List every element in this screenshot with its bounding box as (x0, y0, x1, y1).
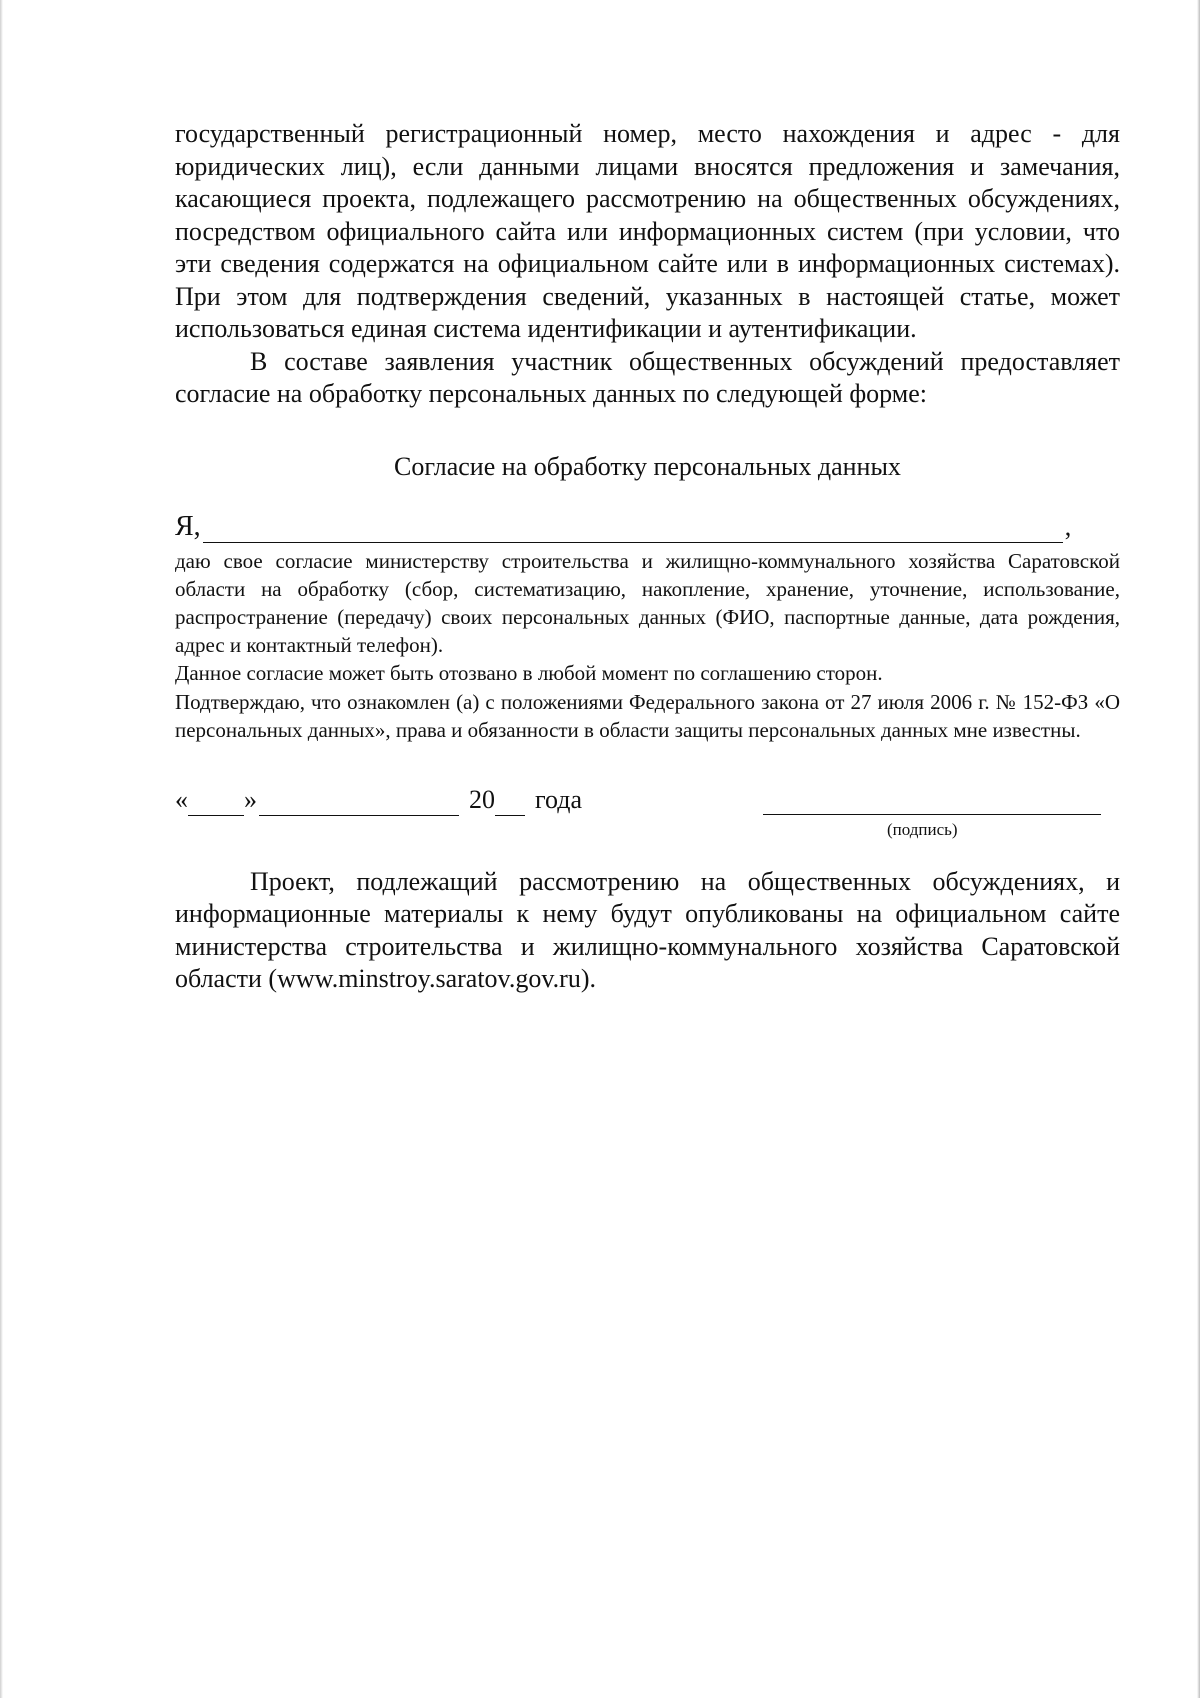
date-close-quote: » (244, 784, 257, 814)
scan-edge-left (0, 0, 3, 1698)
paragraph-continuation: государственный регистрационный номер, место нахождения и адрес - для юридических лиц), если данными лицами вносятся предложения и замечания, касающиеся проекта, подлежащего рассмотрению на общественных обсуждениях, посредством официального сайта или информационных систем (при условии, что эти сведения содержатся на официальном сайте или в информационных системах). При этом для подтверждения сведений, указанных в настоящей статье, может использоваться единая система идентификации и аутентификации. (175, 119, 1120, 343)
paragraph-consent-intro: В составе заявления участник общественных обсуждений предоставляет согласие на обработку персональных данных по следующей форме: (175, 346, 1120, 408)
name-field-row (175, 503, 1120, 543)
signature-blank (763, 780, 1101, 815)
year-blank (495, 791, 525, 816)
date-open-quote: « (175, 784, 188, 814)
day-blank (188, 791, 244, 816)
document-body (175, 118, 1120, 996)
consent-form-title: Согласие на обработку персональных данных (394, 451, 901, 481)
paragraph-publication-notice: Проект, подлежащий рассмотрению на общественных обсуждениях, и информационные материалы к нему будут опубликованы на официальном сайте министерства строительства и жилищно-коммунального хозяйства Саратовской области (www.minstroy.saratov.gov.ru). (175, 866, 1120, 994)
consent-confirmation-text: Подтверждаю, что ознакомлен (а) с положениями Федерального закона от 27 июля 2006 г. № 152-ФЗ «О персональных данных», права и обязанности в области защиты персональных данных мне известны. (175, 689, 1120, 742)
name-field-label: Я, (175, 510, 201, 542)
date-signature-row (175, 780, 1120, 850)
signature-caption: (подпись) (887, 819, 958, 839)
name-field-blank (203, 516, 1063, 543)
date-field (175, 780, 582, 816)
name-field-comma: , (1064, 511, 1072, 541)
consent-revocation-text: Данное согласие может быть отозвано в любой момент по соглашению сторон. (175, 661, 883, 686)
consent-body-text: даю свое согласие министерству строительства и жилищно-коммунального хозяйства Саратовской области на обработку (сбор, систематизацию, накопление, хранение, уточнение, использование, распространение (передачу) своих персональных данных (ФИО, паспортные данные, дата рождения, адрес и контактный телефон). (175, 548, 1120, 658)
year-prefix: 20 (469, 784, 495, 814)
month-blank (259, 791, 459, 816)
year-word: года (535, 784, 583, 814)
